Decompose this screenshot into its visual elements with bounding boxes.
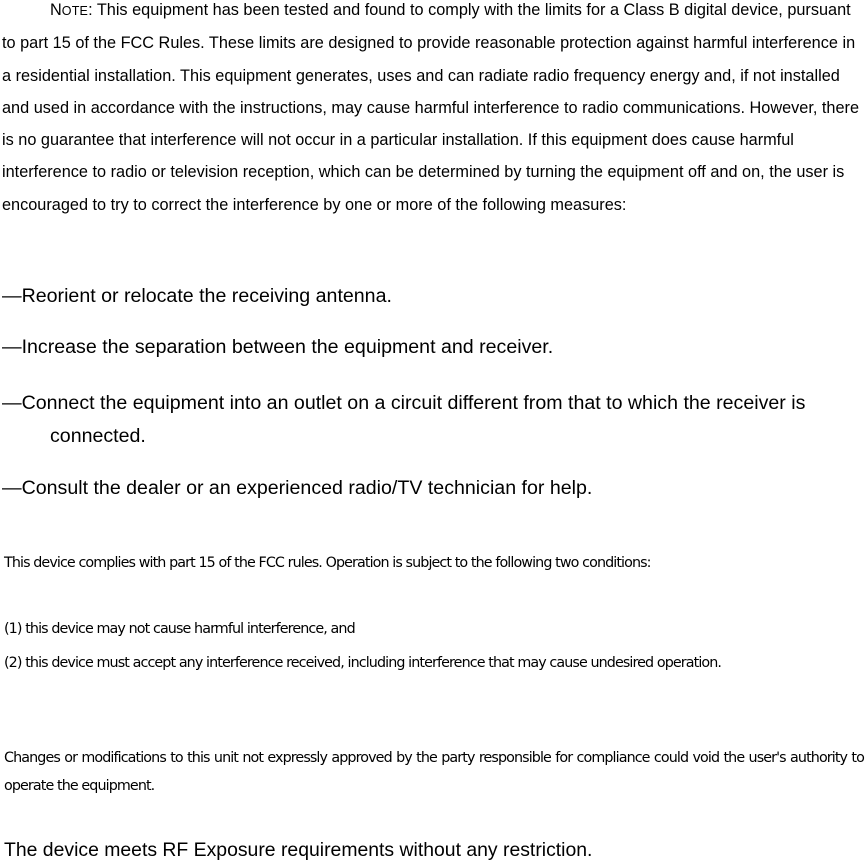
measure-connect-other-outlet: [2, 387, 864, 453]
measure-reorient-antenna: —Reorient or relocate the receiving antenna.: [2, 285, 392, 307]
fcc-part-15-intro: This device complies with part 15 of the FCC rules. Operation is subject to the following two conditions:: [4, 555, 651, 571]
rf-exposure-statement: The device meets RF Exposure requirements without any restriction.: [4, 839, 593, 861]
note-label-small-caps: OTE: [61, 4, 89, 18]
measure-connect-line-1: —Connect the equipment into an outlet on a circuit different from that to which the receiver is: [2, 392, 806, 414]
fcc-condition-1: (1) this device may not cause harmful interference, and: [4, 621, 355, 637]
fcc-condition-2: (2) this device must accept any interference received, including interference that may cause undesired operation.: [4, 655, 722, 671]
note-body-text: : This equipment has been tested and found to comply with the limits for a Class B digital device, pursuant to part 15 of the FCC Rules. These limits are designed to provide reasonable protection against harmful interference in a residential installation. This equipment generates, uses and can radiate radio frequency energy and, if not installed and used in accordance with the instructions, may cause harmful interference to radio communications. However, there is no guarantee that interference will not occur in a particular installation. If this equipment does cause harmful interference to radio or television reception, which can be determined by turning the equipment off and on, the user is encouraged to try to correct the interference by one or more of the following measures:: [2, 1, 860, 214]
note-label-capital: N: [50, 1, 62, 19]
measure-increase-separation: —Increase the separation between the equipment and receiver.: [2, 336, 554, 358]
fcc-class-b-note: [2, 0, 864, 221]
measure-connect-line-2: connected.: [50, 425, 146, 447]
measure-consult-dealer: —Consult the dealer or an experienced radio/TV technician for help.: [2, 477, 593, 499]
changes-modifications-warning: Changes or modifications to this unit not expressly approved by the party responsible for compliance could void the user's authority to operate the equipment.: [4, 750, 864, 795]
